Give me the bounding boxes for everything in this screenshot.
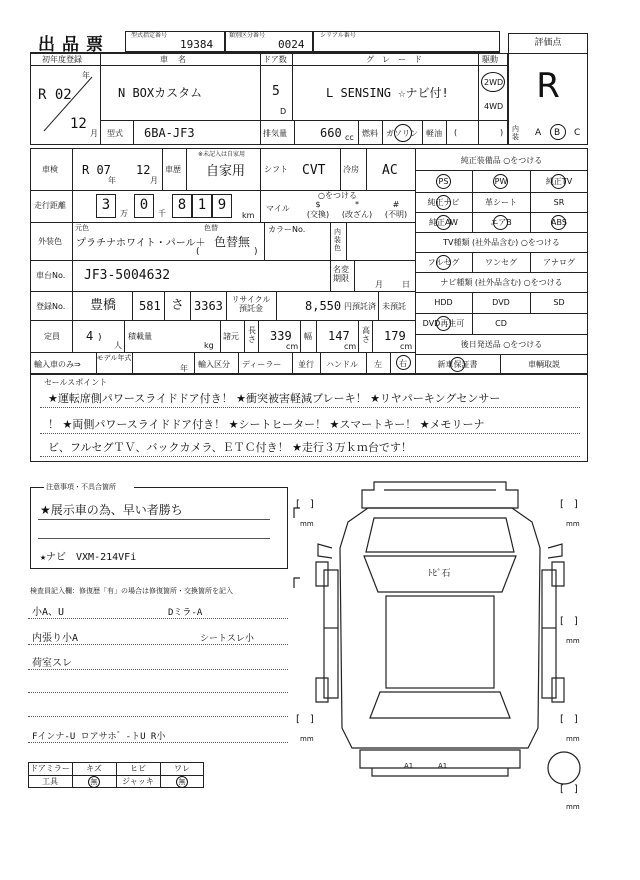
drive-label: 駆動	[482, 55, 498, 64]
mileage-sen: 千	[158, 209, 166, 218]
later-manual: 車輌取説	[528, 360, 560, 369]
mileage-digit-5: 9	[217, 197, 227, 213]
mm-label-4: mm	[300, 735, 314, 743]
recycle-suffix: 円預託済	[344, 302, 376, 311]
tv-title: TV種類 (社外品含む) ○をつける	[443, 238, 560, 247]
height-label: 高さ	[362, 326, 370, 344]
legend-r2: 無	[90, 778, 98, 786]
circle-tv	[551, 174, 566, 189]
legend-r3: ジャッキ	[122, 777, 154, 786]
navi-dvd-play: DVD再生可	[422, 319, 465, 328]
chassis-label: 車台No.	[36, 271, 66, 280]
shaken-month: 12	[136, 163, 151, 177]
equip-tv: 純正TV	[545, 177, 573, 186]
circle-warranty	[450, 357, 465, 372]
handle-left: 左	[374, 360, 382, 369]
inspector-r2a: 内張り小A	[32, 633, 79, 644]
kenshiki-value: 19384	[180, 38, 214, 51]
shift-value: CVT	[302, 163, 326, 178]
legend-h1: ドアミラー	[30, 764, 70, 773]
year-suffix: 年	[82, 71, 90, 80]
length-label: 長さ	[248, 326, 256, 344]
length-cm: cm	[286, 342, 299, 351]
ac-value: AC	[382, 163, 398, 178]
ac-label: 冷房	[343, 165, 359, 174]
tv-oneseg: ワンセグ	[485, 258, 517, 267]
equip-leather: 革シート	[485, 198, 517, 207]
mm-label-2: mm	[566, 520, 580, 528]
model-value: 6BA-JF3	[144, 126, 195, 140]
recycle-value: 8,550	[305, 299, 342, 313]
mm-label-1: mm	[300, 520, 314, 528]
color-no-label: カラーNo.	[268, 225, 306, 234]
doors-value: 5	[272, 84, 280, 99]
mileage-koukan: (交換)	[306, 210, 330, 219]
shaken-month-unit: 月	[150, 176, 158, 185]
tv-analog: アナログ	[543, 258, 575, 267]
circle-fullseg	[436, 255, 451, 270]
reg-kana: さ	[171, 298, 185, 313]
mileage-digit-2: 0	[139, 197, 149, 213]
later-title: 後日発送品 ○をつける	[460, 340, 543, 349]
notes-line-2: ★ナビ VXM-214VFi	[40, 552, 137, 563]
mileage-dollar: $	[315, 200, 321, 209]
inspector-r1a: 小A、U	[32, 607, 65, 618]
width-label: 幅	[304, 332, 312, 341]
capacity-value: 4	[86, 329, 94, 343]
interior-label: 内装	[512, 125, 519, 141]
kenshiki-label: 型式指定番号	[131, 32, 168, 39]
legend-r4: 無	[178, 778, 186, 786]
legend-h3: ヒビ	[130, 764, 146, 773]
mileage-digit-4: 1	[197, 197, 207, 213]
shift-label: シフト	[264, 165, 288, 174]
interior-b: B	[554, 128, 561, 138]
mileage-mile: マイル	[266, 204, 290, 213]
circle-abs	[551, 215, 566, 230]
height-cm: cm	[400, 342, 413, 351]
displacement-unit: cc	[345, 133, 354, 142]
legend-r1: 工具	[42, 777, 58, 786]
model-year-label: モデル年式	[96, 354, 132, 362]
history-note: ※未記入は自家用	[198, 151, 246, 158]
notes-line-1: ★展示車の為、早い者勝ち	[40, 503, 183, 517]
month-suffix: 月	[90, 129, 98, 138]
fuel-value: ガソリン	[386, 129, 418, 138]
length-value: 339	[270, 329, 292, 343]
car-diagram	[288, 478, 598, 808]
diagram-a1-right: A1	[438, 762, 448, 770]
car-name-value: N BOXカスタム	[118, 86, 203, 100]
first-reg-label: 初年度登録	[42, 55, 82, 64]
equip-sr: SR	[553, 198, 565, 207]
mileage-km: km	[242, 211, 255, 220]
import-kubun: 輸入区分	[198, 360, 230, 369]
meihen-day: 日	[402, 280, 410, 289]
circle-ps	[436, 174, 451, 189]
later-warranty: 新車保証書	[437, 360, 478, 369]
ruibetsu-value: 0024	[278, 38, 305, 51]
grade-label: グレード	[366, 55, 430, 64]
doors-label: ドア数	[263, 55, 287, 64]
history-label: 車歴	[165, 165, 181, 174]
mm-label-3: mm	[566, 637, 580, 645]
equip-ps: PS	[438, 177, 449, 186]
fuel-label: 燃料	[362, 129, 378, 138]
ruibetsu-label: 類別区分番号	[229, 32, 266, 39]
model-label: 型式	[107, 129, 123, 138]
mileage-label: 走行距離	[34, 201, 66, 210]
diagram-a1-left: A1	[404, 762, 414, 770]
drive-4wd: 4WD	[484, 102, 504, 111]
iro-label: 色替	[204, 224, 218, 232]
mileage-star: *	[355, 200, 359, 209]
drive-2wd: 2WD	[484, 78, 504, 87]
meihen-month: 月	[375, 280, 383, 289]
tv-fullseg: フルセグ	[427, 258, 460, 267]
circle-dvd-play	[436, 316, 451, 331]
light-oil: 軽油	[426, 129, 442, 138]
capacity-label: 定員	[44, 332, 60, 341]
shaken-label: 車検	[42, 165, 58, 174]
mileage-sharp: #	[392, 200, 400, 209]
sales-label: セールスポイント	[44, 378, 108, 387]
capacity-unit: 人	[114, 341, 122, 350]
hyouka-value: R	[536, 66, 560, 106]
load-label: 積載量	[128, 332, 152, 341]
inspector-r2b: シートスレ小	[200, 634, 254, 644]
meihen-label: 名変期限	[333, 265, 349, 283]
equipment-title: 純正装備品 ○をつける	[460, 156, 543, 165]
navi-title: ナビ種類 (社外品含む) ○をつける	[440, 278, 563, 287]
displacement-label: 排気量	[263, 129, 287, 138]
equip-abs: ABS	[551, 218, 567, 227]
dims-label: 諸元	[223, 332, 239, 341]
import-year: 年	[180, 364, 188, 373]
sales-line-1: ★運転席側パワースライドドア付き！ ★衝突被害軽減ブレーキ！ ★リヤパーキングセンサー	[48, 392, 501, 405]
legend-h4: ワレ	[174, 764, 190, 773]
mm-label-5: mm	[566, 735, 580, 743]
displacement-value: 660	[320, 126, 342, 140]
interior-c: C	[574, 128, 581, 138]
sales-line-3: ビ、フルセグＴＶ、バックカメラ、ＥＴＣ付き！ ★走行３万ｋｍ台です！	[48, 441, 412, 454]
sales-line-2: ！ ★両側パワースライドドア付き！ ★シートヒーター！ ★スマートキー！ ★メモリーナ	[48, 418, 485, 431]
reg-num: 581	[139, 299, 161, 313]
hyouka-label: 評価点	[534, 38, 562, 48]
height-value: 179	[384, 329, 406, 343]
mm-label-6: mm	[566, 803, 580, 811]
mileage-digit-1: 3	[101, 197, 111, 213]
notes-label: 注意事項・不具合箇所	[46, 483, 116, 491]
mileage-fumei: (不明)	[384, 210, 408, 219]
grade-value: L SENSING ☆ナビ付!	[326, 86, 449, 100]
import-dealer: ディーラー	[242, 360, 282, 369]
exterior-color-label: 外装色	[38, 237, 62, 246]
mileage-tsuke: ○をつける	[318, 191, 357, 200]
width-value: 147	[328, 329, 350, 343]
recycle-unpaid: 未預託	[382, 302, 406, 311]
shaken-year: 年	[108, 176, 116, 185]
history-value: 自家用	[206, 164, 246, 179]
car-name-label: 車名	[160, 55, 196, 64]
doors-sub: D	[280, 107, 287, 116]
circle-navi	[436, 195, 451, 210]
inspector-r1b: Dミラ-A	[168, 608, 203, 618]
width-cm: cm	[344, 342, 357, 351]
circle-pw	[493, 174, 508, 189]
circle-aw	[436, 215, 451, 230]
orig-color-value: プラチナホワイト・パール＋	[76, 238, 206, 249]
reg-num2: 3363	[194, 299, 223, 313]
orig-color-label: 元色	[75, 224, 89, 232]
import-handle: ハンドル	[326, 360, 358, 369]
navi-sd: SD	[553, 298, 565, 307]
legend-h2: キズ	[86, 764, 102, 773]
navi-cd: CD	[495, 319, 507, 328]
handle-right: 右	[399, 359, 407, 368]
inspector-r3a: 荷室スレ	[32, 658, 72, 669]
navi-dvd: DVD	[492, 298, 510, 307]
shaken-era: R 07	[82, 163, 111, 177]
circle-airbag	[493, 215, 508, 230]
import-heiko: 並行	[298, 360, 314, 369]
mileage-man: 万	[120, 209, 128, 218]
equip-airbag: エアB	[490, 218, 512, 227]
iro-value: 色替無	[214, 235, 251, 249]
first-reg-month: 12	[70, 116, 87, 132]
navi-hdd: HDD	[434, 298, 453, 307]
first-reg-era: R 02	[38, 87, 72, 103]
interior-a: A	[535, 128, 542, 138]
reg-label: 登録No.	[36, 302, 66, 311]
equip-pw: PW	[494, 177, 508, 186]
load-unit: kg	[204, 341, 214, 350]
recycle-label: リサイクル預託金	[231, 295, 271, 313]
mileage-digit-3: 8	[177, 197, 187, 213]
reg-place: 豊橋	[90, 298, 117, 313]
interior-color-label: 内装色	[334, 228, 341, 252]
serial-label: シリアル番号	[320, 32, 356, 39]
inspector-label: 検査員記入欄：修復歴「有」の場合は修復箇所・交換箇所を記入	[30, 587, 233, 595]
equip-aw: 純正AW	[429, 218, 458, 227]
chassis-value: JF3-5004632	[84, 268, 171, 283]
mileage-kaizan: (改ざん)	[341, 210, 373, 219]
diagram-note-hood: ﾄﾋﾞ石	[428, 569, 451, 579]
inspector-r4: Fインナ-U ロアサホ゛-トU R小	[32, 732, 166, 742]
page-title: 出品票	[38, 35, 110, 55]
equip-navi: 純正ナビ	[427, 198, 460, 207]
import-label: 輸入車のみ⇒	[34, 360, 81, 369]
